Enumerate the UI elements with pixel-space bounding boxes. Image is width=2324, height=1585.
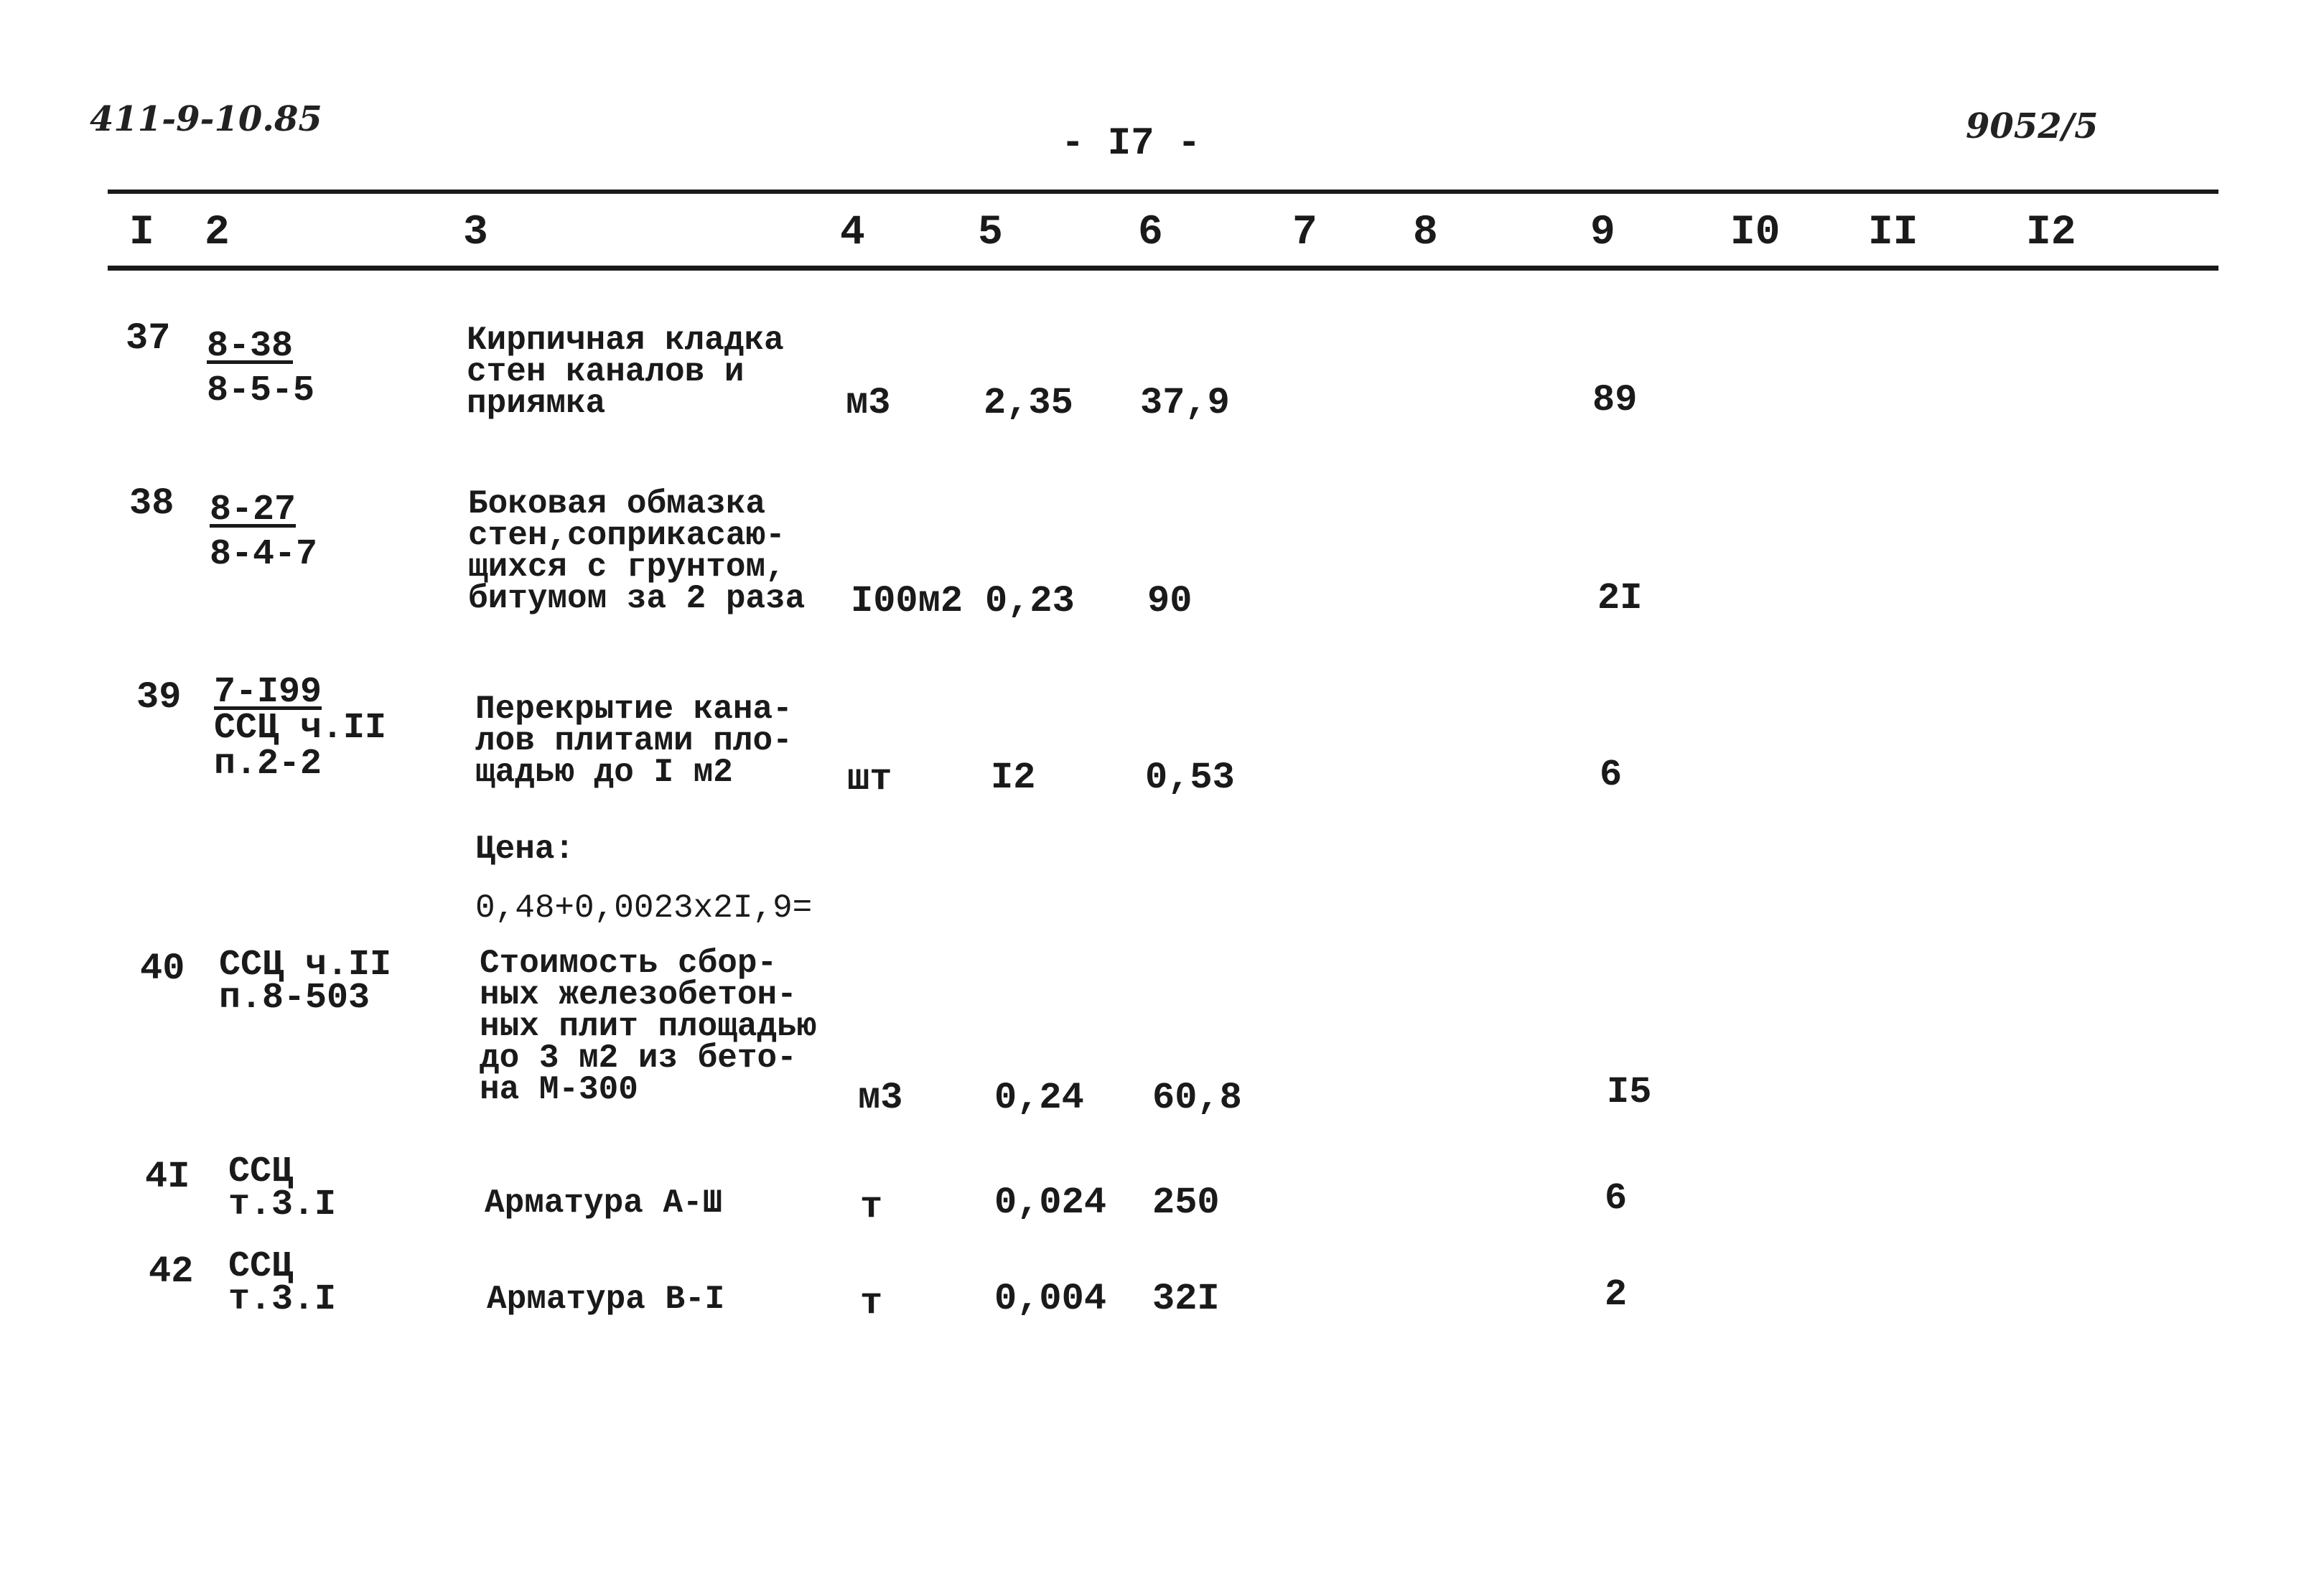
table-header-rule: [108, 266, 2218, 271]
column-header-3: 3: [463, 210, 488, 256]
column-header-2: 2: [205, 210, 230, 256]
quantity: 2,35: [984, 382, 1073, 424]
column-header-5: 5: [978, 210, 1003, 256]
norm-reference: 8-27 8-4-7: [210, 490, 318, 575]
table-top-rule: [108, 190, 2218, 194]
column-header-9: 9: [1590, 210, 1615, 256]
quantity: 0,23: [985, 580, 1075, 622]
column-header-12: I2: [2026, 210, 2076, 256]
norm-reference: ССЦ т.3.I: [228, 1151, 337, 1225]
work-description: Кирпичная кладка стен каналов и приямка: [467, 322, 784, 422]
norm-reference: ССЦ ч.II п.8-503: [219, 945, 392, 1019]
document-code: 411-9-10.85: [90, 99, 322, 139]
column-header-8: 8: [1413, 210, 1438, 256]
price-calculation-note: Цена: 0,48+0,0023x2I,9=: [475, 831, 813, 927]
row-number: 39: [136, 676, 182, 719]
unit-price: 90: [1147, 580, 1193, 622]
sheet-mark: 9052/5: [1966, 106, 2099, 146]
total-cost: I5: [1607, 1071, 1652, 1113]
work-description: Арматура А-Ш: [485, 1184, 723, 1222]
quantity: 0,004: [994, 1278, 1107, 1320]
work-description: Арматура В-I: [487, 1281, 725, 1318]
row-number: 40: [140, 948, 185, 990]
unit: м3: [846, 382, 891, 424]
column-header-4: 4: [840, 210, 865, 256]
quantity: 0,24: [994, 1077, 1084, 1119]
column-header-10: I0: [1730, 210, 1781, 256]
row-number: 37: [126, 317, 171, 360]
total-cost: 6: [1600, 754, 1623, 796]
work-description: Стоимость сбор- ных железобетон- ных плит площадью до 3 м2 из бето- на М-300: [480, 945, 817, 1108]
row-number: 4I: [145, 1156, 190, 1198]
norm-reference: 7-I99 ССЦ ч.II п.2-2: [214, 672, 387, 785]
unit: т: [860, 1186, 883, 1228]
total-cost: 2: [1605, 1273, 1628, 1316]
total-cost: 89: [1592, 379, 1638, 421]
column-header-1: I: [129, 210, 154, 256]
work-description: Боковая обмазка стен,соприкасаю- щихся с грунтом, битумом за 2 раза: [468, 485, 806, 617]
page-number: - I7 -: [1061, 122, 1201, 166]
unit: м3: [858, 1077, 903, 1119]
unit-price: 250: [1152, 1182, 1220, 1224]
total-cost: 6: [1605, 1177, 1628, 1220]
unit-price: 0,53: [1145, 757, 1235, 799]
row-number: 42: [149, 1250, 194, 1293]
column-header-7: 7: [1292, 210, 1317, 256]
unit: шт: [847, 758, 892, 800]
unit-price: 37,9: [1140, 382, 1230, 424]
total-cost: 2I: [1597, 577, 1643, 619]
unit-price: 60,8: [1152, 1077, 1242, 1119]
work-description: Перекрытие кана- лов плитами пло- щадью до I м2: [475, 691, 793, 791]
unit-price: 32I: [1152, 1278, 1220, 1320]
column-header-11: II: [1868, 210, 1918, 256]
unit: I00м2: [851, 580, 963, 622]
row-number: 38: [129, 482, 174, 525]
norm-reference: 8-38 8-5-5: [207, 326, 315, 411]
norm-reference: ССЦ т.3.I: [228, 1246, 337, 1320]
quantity: I2: [991, 757, 1036, 799]
column-header-6: 6: [1138, 210, 1163, 256]
quantity: 0,024: [994, 1182, 1107, 1224]
unit: т: [860, 1282, 883, 1324]
